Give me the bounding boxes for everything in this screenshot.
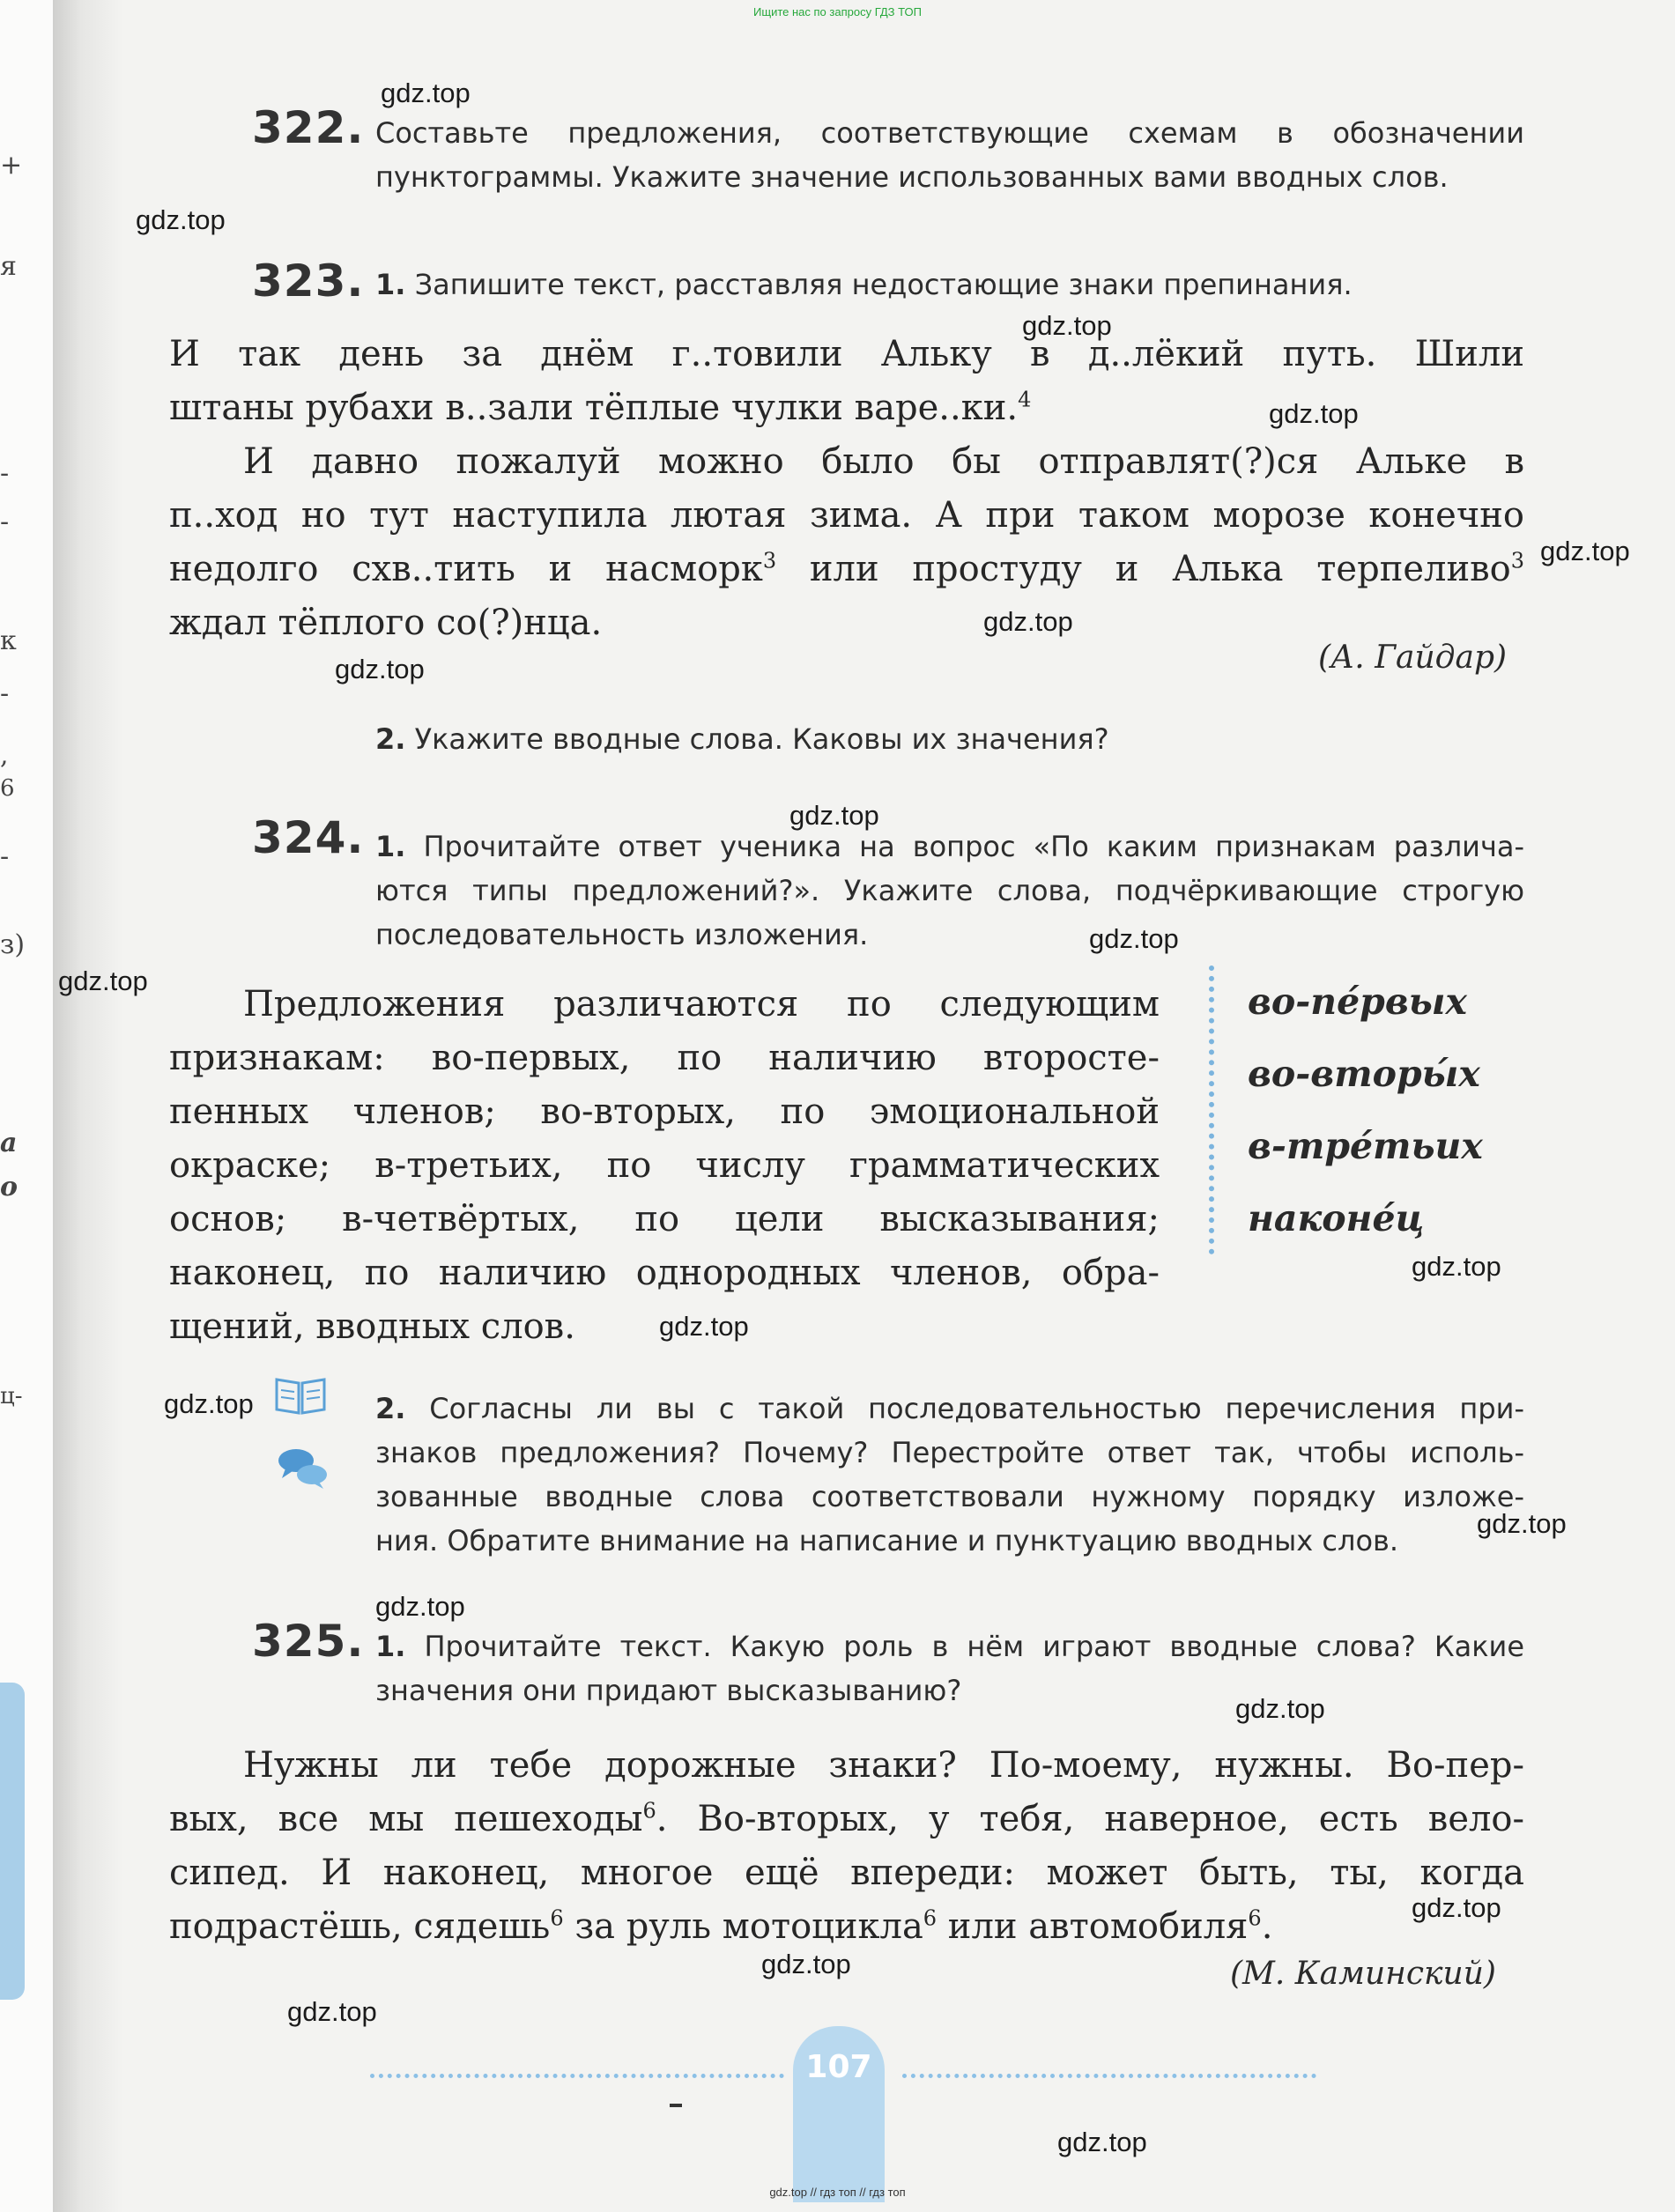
watermark: gdz.top	[761, 1949, 851, 1979]
margin-glyph: 6	[0, 775, 15, 802]
watermark: gdz.top	[1477, 1508, 1567, 1539]
text-line: щений, вводных слов.	[169, 1306, 575, 1347]
margin-glyph: я	[0, 251, 17, 282]
task-line: ются типы предложений?». Укажите слова, подчёркивающие строгую	[375, 874, 1524, 907]
watermark: gdz.top	[136, 204, 226, 235]
author-attribution: (А. Гайдар)	[1318, 640, 1508, 676]
footer-dash	[670, 2104, 682, 2107]
sequence-word: в-тре́тьих	[1248, 1125, 1483, 1167]
sequence-word: наконе́ц	[1248, 1197, 1425, 1239]
watermark: gdz.top	[335, 654, 425, 684]
margin-glyph: з)	[0, 929, 26, 960]
text-line: сипед. И наконец, многое ещё впереди: может быть, ты, когда	[169, 1853, 1524, 1893]
margin-glyph: к	[0, 625, 17, 656]
page-number: 107	[805, 2049, 872, 2085]
exercise-324-task1	[375, 825, 1524, 957]
task-line: 1. Прочитайте ответ ученика на вопрос «По каким признакам различа-	[375, 830, 1525, 863]
margin-glyph: -	[0, 841, 10, 872]
margin-glyph: -	[0, 507, 10, 537]
watermark: gdz.top	[1022, 310, 1112, 341]
watermark: gdz.top	[1235, 1693, 1325, 1724]
watermark: gdz.top	[1412, 1251, 1501, 1282]
margin-glyph: +	[0, 150, 23, 181]
text-line: недолго схв..тить и насморк$^3$ или простуду и Алька терпеливо$^3$	[169, 548, 1524, 589]
task-line: Составьте предложения, соответствующие схемам в обозначении	[375, 116, 1524, 150]
margin-glyph: о	[0, 1172, 19, 1202]
exercise-322-task	[375, 111, 1524, 199]
task-text: Запишите текст, расставляя недостающие знаки препинания.	[414, 268, 1353, 301]
exercise-number-324: 324.	[252, 812, 365, 863]
text-line: подрастёшь, сядешь$^6$ за руль мотоцикла$^6$ или автомобиля$^6$.	[169, 1905, 1273, 1947]
exercise-number-325: 325.	[252, 1616, 365, 1667]
text-line: признакам: во-первых, по наличию второсте-	[169, 1038, 1160, 1078]
watermark: gdz.top	[983, 606, 1073, 637]
exercise-323-task2	[375, 717, 1524, 761]
text-line: штаны рубахи в..зали тёплые чулки варе..ки.$^4$	[169, 387, 1032, 428]
watermark: gdz.top	[1540, 536, 1630, 566]
text-line: п..ход но тут наступила лютая зима. А при таком морозе конечно	[169, 495, 1524, 536]
sequence-words-box	[1209, 965, 1582, 1254]
exercise-324-text	[169, 978, 1160, 1354]
watermark: gdz.top	[1269, 398, 1359, 429]
task-number: 1.	[375, 268, 406, 301]
text-line: И давно пожалуй можно было бы отправлят(?)ся Альке в	[243, 441, 1524, 482]
text-line: И так день за днём г..товили Альку в д..лёкий путь. Шили	[169, 334, 1524, 374]
watermark: gdz.top	[58, 965, 148, 996]
text-line: Нужны ли тебе дорожные знаки? По-моему, нужны. Во-пер-	[243, 1745, 1524, 1786]
exercise-number-323: 323.	[252, 255, 365, 307]
page-number-tab	[793, 2026, 885, 2202]
text-line: ждал тёплого со(?)нца.	[169, 603, 603, 643]
watermark: gdz.top	[287, 1996, 377, 2027]
sequence-word: во-вторы́х	[1248, 1053, 1480, 1095]
task-line: пунктограммы. Укажите значение использованных вами вводных слов.	[375, 160, 1449, 194]
sequence-word: во-пе́рвых	[1248, 980, 1467, 1023]
task-line: ния. Обратите внимание на написание и пунктуацию вводных слов.	[375, 1524, 1399, 1557]
margin-glyph: ,	[0, 740, 9, 771]
exercise-324-task2	[375, 1387, 1524, 1563]
header-note: Ищите нас по запросу ГДЗ ТОП	[753, 5, 922, 18]
author-attribution: (М. Каминский)	[1230, 1956, 1496, 1992]
task-line: значения они придают высказыванию?	[375, 1674, 962, 1707]
margin-glyph: -	[0, 458, 10, 489]
task-number: 2.	[375, 722, 406, 756]
book-icon	[273, 1374, 328, 1417]
exercise-325-text	[169, 1739, 1524, 1954]
watermark: gdz.top	[375, 1591, 465, 1622]
speech-bubbles-icon	[275, 1445, 330, 1491]
margin-glyph: -	[0, 678, 10, 709]
text-line: вых, все мы пешеходы$^6$. Во-вторых, у тебя, наверное, есть вело-	[169, 1798, 1524, 1839]
exercise-323-text	[169, 328, 1524, 650]
watermark: gdz.top	[789, 800, 879, 831]
text-line: наконец, по наличию однородных членов, обра-	[169, 1253, 1160, 1293]
margin-glyph: ц-	[0, 1383, 23, 1409]
footer-dotted-rule-right	[902, 2074, 1316, 2078]
watermark: gdz.top	[659, 1311, 749, 1342]
exercise-325-task1	[375, 1624, 1524, 1713]
task-line: 2. Согласны ли вы с такой последовательностью перечисления при-	[375, 1392, 1525, 1425]
text-line: окраске; в-третьих, по числу грамматических	[169, 1145, 1160, 1186]
task-line: зованные вводные слова соответствовали нужному порядку изложе-	[375, 1480, 1524, 1513]
book-spine-shadow	[53, 0, 123, 2212]
margin-glyph: а	[0, 1128, 18, 1158]
watermark: gdz.top	[164, 1388, 254, 1419]
task-text: Укажите вводные слова. Каковы их значения?	[414, 722, 1109, 756]
text-line: Предложения различаются по следующим	[243, 984, 1160, 1025]
text-line: основ; в-четвёртых, по цели высказывания;	[169, 1199, 1160, 1239]
watermark: gdz.top	[1057, 2127, 1147, 2157]
task-line: знаков предложения? Почему? Перестройте ответ так, чтобы исполь-	[375, 1436, 1524, 1469]
watermark: gdz.top	[1089, 923, 1179, 954]
task-line: последовательность изложения.	[375, 918, 869, 951]
margin-tab	[0, 1683, 25, 2000]
exercise-number-322: 322.	[252, 102, 365, 153]
watermark: gdz.top	[1412, 1892, 1501, 1923]
text-line: пенных членов; во-вторых, по эмоциональной	[169, 1091, 1160, 1132]
footer-dotted-rule-left	[370, 2074, 784, 2078]
task-line: 1. Прочитайте текст. Какую роль в нём играют вводные слова? Какие	[375, 1630, 1525, 1663]
exercise-323-task1	[375, 263, 1524, 307]
watermark: gdz.top	[381, 78, 471, 108]
footer-note: gdz.top // гдз топ // гдз топ	[769, 2186, 906, 2199]
